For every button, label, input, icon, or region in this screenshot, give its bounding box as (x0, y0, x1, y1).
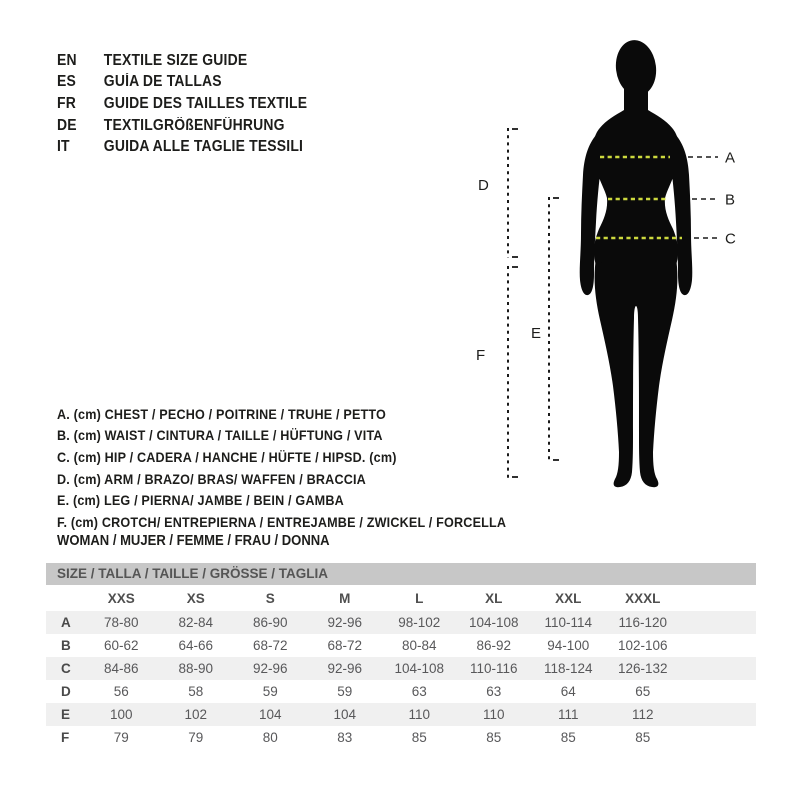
row-label: F (61, 730, 70, 745)
woman-silhouette-illustration (580, 38, 693, 487)
marker-label-d: D (478, 177, 489, 194)
language-title: TEXTILE SIZE GUIDE (103, 51, 248, 69)
value-cell: 86-92 (476, 638, 512, 653)
value-cell: 84-86 (103, 661, 139, 676)
value-cell: 82-84 (178, 615, 214, 630)
title-block (57, 50, 335, 158)
value-cell: 63 (411, 684, 427, 699)
row-label: D (61, 684, 71, 699)
language-code: IT (57, 138, 70, 156)
language-title: TEXTILGRÖßENFÜHRUNG (103, 116, 285, 134)
marker-label-c: C (725, 230, 736, 248)
table-header-bar: SIZE / TALLA / TAILLE / GRÖSSE / TAGLIA (46, 563, 756, 585)
language-row-de (57, 115, 307, 137)
value-cell: 83 (337, 730, 353, 745)
value-cell: 102-106 (617, 638, 668, 653)
value-cell: 85 (486, 730, 502, 745)
size-col-xxl: XXL (555, 590, 582, 606)
marker-label-e: E (531, 325, 542, 342)
value-cell: 68-72 (327, 638, 363, 653)
value-cell: 110 (482, 707, 505, 722)
value-cell: 92-96 (252, 661, 288, 676)
value-cell: 118-124 (543, 661, 593, 676)
value-cell: 126-132 (617, 661, 668, 676)
value-cell: 110 (408, 707, 431, 722)
size-table (46, 563, 756, 749)
row-label: C (61, 661, 71, 676)
size-col-xxs: XXS (107, 590, 135, 606)
legend-item-a: A. (cm) CHEST / PECHO / POITRINE / TRUHE / PETTO (57, 405, 387, 422)
language-row-it (57, 136, 307, 158)
value-cell: 64 (560, 684, 576, 699)
language-title: GUIDE DES TAILLES TEXTILE (103, 94, 308, 112)
table-row-c (46, 657, 756, 680)
language-code: FR (57, 94, 76, 112)
legend-item-f: F. (cm) CROTCH/ ENTREPIERNA / ENTREJAMBE / ZWICKEL / FORCELLA (57, 513, 507, 530)
size-col-m: M (339, 590, 351, 606)
value-cell: 88-90 (178, 661, 214, 676)
value-cell: 68-72 (252, 638, 288, 653)
value-cell: 85 (411, 730, 427, 745)
value-cell: 116-120 (618, 615, 668, 630)
legend-item-d: D. (cm) ARM / BRAZO/ BRAS/ WAFFEN / BRACCIA (57, 470, 366, 487)
value-cell: 110-116 (469, 661, 518, 676)
value-cell: 94-100 (547, 638, 590, 653)
marker-label-f: F (476, 347, 486, 364)
legend-item-e: E. (cm) LEG / PIERNA/ JAMBE / BEIN / GAMBA (57, 492, 344, 509)
value-cell: 80-84 (401, 638, 437, 653)
value-cell: 92-96 (327, 615, 363, 630)
value-cell: 85 (560, 730, 576, 745)
value-cell: 80 (262, 730, 278, 745)
value-cell: 65 (635, 684, 651, 699)
value-cell: 60-62 (103, 638, 139, 653)
value-cell: 79 (188, 730, 204, 745)
language-title: GUIDA ALLE TAGLIE TESSILI (103, 138, 304, 156)
value-cell: 92-96 (327, 661, 363, 676)
value-cell: 104 (333, 707, 357, 722)
table-row-f (46, 726, 756, 749)
marker-label-b: B (725, 191, 736, 209)
size-table-body (46, 611, 756, 749)
value-cell: 58 (188, 684, 204, 699)
value-cell: 110-114 (544, 615, 593, 630)
language-code: ES (57, 73, 76, 91)
legend-item-b: B. (cm) WAIST / CINTURA / TAILLE / HÜFTUNG / VITA (57, 427, 383, 444)
language-row-en (57, 50, 307, 72)
size-col-xxxl: XXXL (625, 590, 661, 606)
size-col-l: L (415, 590, 424, 606)
value-cell: 79 (113, 730, 129, 745)
value-cell: 64-66 (178, 638, 214, 653)
table-row-e (46, 703, 756, 726)
measurement-legend (57, 403, 556, 533)
value-cell: 59 (262, 684, 278, 699)
value-cell: 86-90 (252, 615, 288, 630)
value-cell: 85 (635, 730, 651, 745)
size-col-xs: XS (186, 590, 205, 606)
value-cell: 102 (184, 707, 208, 722)
size-col-s: S (265, 590, 275, 606)
value-cell: 112 (631, 707, 654, 722)
value-cell: 104-108 (468, 615, 519, 630)
table-row-a (46, 611, 756, 634)
row-label: E (61, 707, 71, 722)
value-cell: 111 (557, 707, 579, 722)
table-row-d (46, 680, 756, 703)
row-label: A (61, 615, 71, 630)
value-cell: 56 (113, 684, 129, 699)
language-code: EN (57, 51, 77, 69)
size-header-row (46, 585, 756, 611)
marker-label-a: A (725, 149, 736, 167)
value-cell: 104 (258, 707, 282, 722)
language-title: GUÍA DE TALLAS (103, 73, 222, 91)
language-row-es (57, 72, 307, 94)
legend-item-c: C. (cm) HIP / CADERA / HANCHE / HÜFTE / HIPSD. (cm) (57, 448, 397, 465)
language-row-fr (57, 93, 307, 115)
size-col-xl: XL (485, 590, 503, 606)
value-cell: 59 (337, 684, 353, 699)
value-cell: 78-80 (103, 615, 139, 630)
value-cell: 104-108 (394, 661, 445, 676)
language-code: DE (57, 116, 77, 134)
value-cell: 63 (486, 684, 502, 699)
category-title: WOMAN / MUJER / FEMME / FRAU / DONNA (57, 533, 330, 549)
table-row-b (46, 634, 756, 657)
row-label: B (61, 638, 71, 653)
value-cell: 100 (109, 707, 133, 722)
value-cell: 98-102 (398, 615, 441, 630)
